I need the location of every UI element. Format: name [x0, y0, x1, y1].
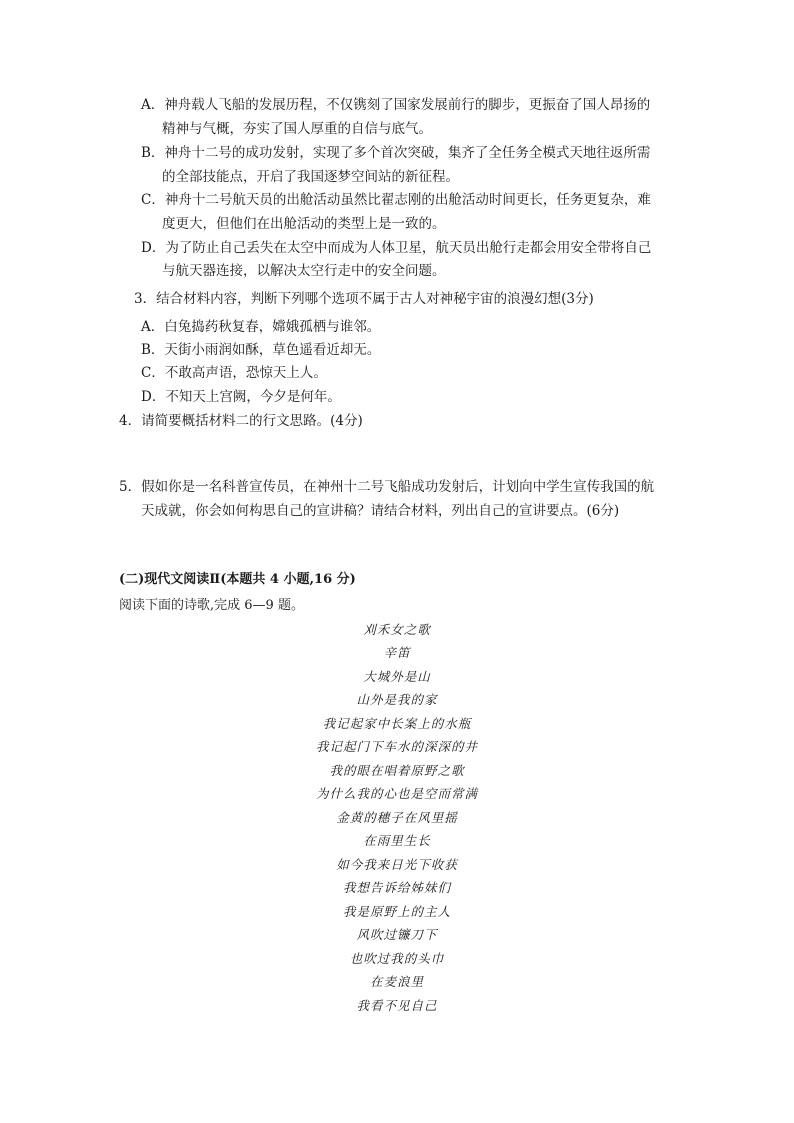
- q5-line1: 5．假如你是一名科普宣传员，在神州十二号飞船成功发射后，计划向中学生宣传我国的航: [119, 479, 655, 495]
- poem-line: 山外是我的家: [356, 692, 438, 707]
- poem-line: 为什么我的心也是空而常满: [315, 786, 478, 801]
- poem-author: 辛笛: [383, 645, 411, 660]
- q5-line2: 天成就，你会如何构思自己的宣讲稿？请结合材料，列出自己的宣讲要点。(6分): [141, 503, 620, 519]
- poem-line: 我的眼在唱着原野之歌: [329, 763, 465, 778]
- q2-option-a-line2: 精神与气概，夯实了国人厚重的自信与底气。: [162, 121, 432, 137]
- q3-stem: 3．结合材料内容，判断下列哪个选项不属于古人对神秘宇宙的浪漫幻想(3分): [134, 291, 594, 307]
- q2-option-c-line1: C．神舟十二号航天员的出舱活动虽然比翟志刚的出舱活动时间更长，任务更复杂，难: [141, 192, 651, 208]
- q2-option-d-line1: D．为了防止自己丢失在太空中而成为人体卫星，航天员出舱行走都会用安全带将自己: [141, 240, 652, 256]
- q2-option-d-line2: 与航天器连接，以解决太空行走中的安全问题。: [162, 263, 446, 279]
- poem-line: 我记起家中长案上的水瓶: [322, 716, 472, 731]
- poem-line: 在麦浪里: [369, 974, 424, 989]
- poem-line: 大城外是山: [363, 669, 431, 684]
- q3-option-b: B．天街小雨润如酥，草色遥看近却无。: [141, 342, 381, 358]
- q4-stem: 4．请简要概括材料二的行文思路。(4分): [119, 413, 363, 429]
- q2-option-b-line2: 的全部技能点，开启了我国逐梦空间站的新征程。: [162, 169, 459, 185]
- q3-option-a: A．白兔捣药秋复春，嫦娥孤栖与谁邻。: [141, 319, 381, 335]
- section-instruction: 阅读下面的诗歌,完成 6—9 题。: [119, 598, 304, 613]
- poem-line: 我想告诉给姊妹们: [342, 880, 451, 895]
- poem-line: 我是原野上的主人: [342, 904, 451, 919]
- poem-line: 在雨里生长: [363, 833, 431, 848]
- q2-option-a-line1: A．神舟载人飞船的发展历程，不仅镌刻了国家发展前行的脚步，更振奋了国人昂扬的: [141, 97, 651, 113]
- poem-line: 如今我来日光下收获: [336, 857, 458, 872]
- q2-option-c-line2: 度更大，但他们在出舱活动的类型上是一致的。: [162, 216, 446, 232]
- poem-line: 也吹过我的头巾: [349, 951, 445, 966]
- section-heading: (二)现代文阅读Ⅱ(本题共 4 小题,16 分): [119, 572, 356, 587]
- poem-line: 我看不见自己: [356, 998, 438, 1013]
- poem-line: 我记起门下车水的深深的井: [315, 739, 478, 754]
- poem-line: 金黄的穗子在风里摇: [336, 810, 458, 825]
- q3-option-d: D．不知天上宫阙，今夕是何年。: [141, 389, 341, 405]
- q3-option-c: C．不敢高声语，恐惊天上人。: [141, 365, 327, 381]
- poem-title: 刈禾女之歌: [363, 622, 431, 637]
- poem-line: 风吹过镰刀下: [356, 927, 438, 942]
- q2-option-b-line1: B．神舟十二号的成功发射，实现了多个首次突破，集齐了全任务全模式天地往返所需: [141, 145, 651, 161]
